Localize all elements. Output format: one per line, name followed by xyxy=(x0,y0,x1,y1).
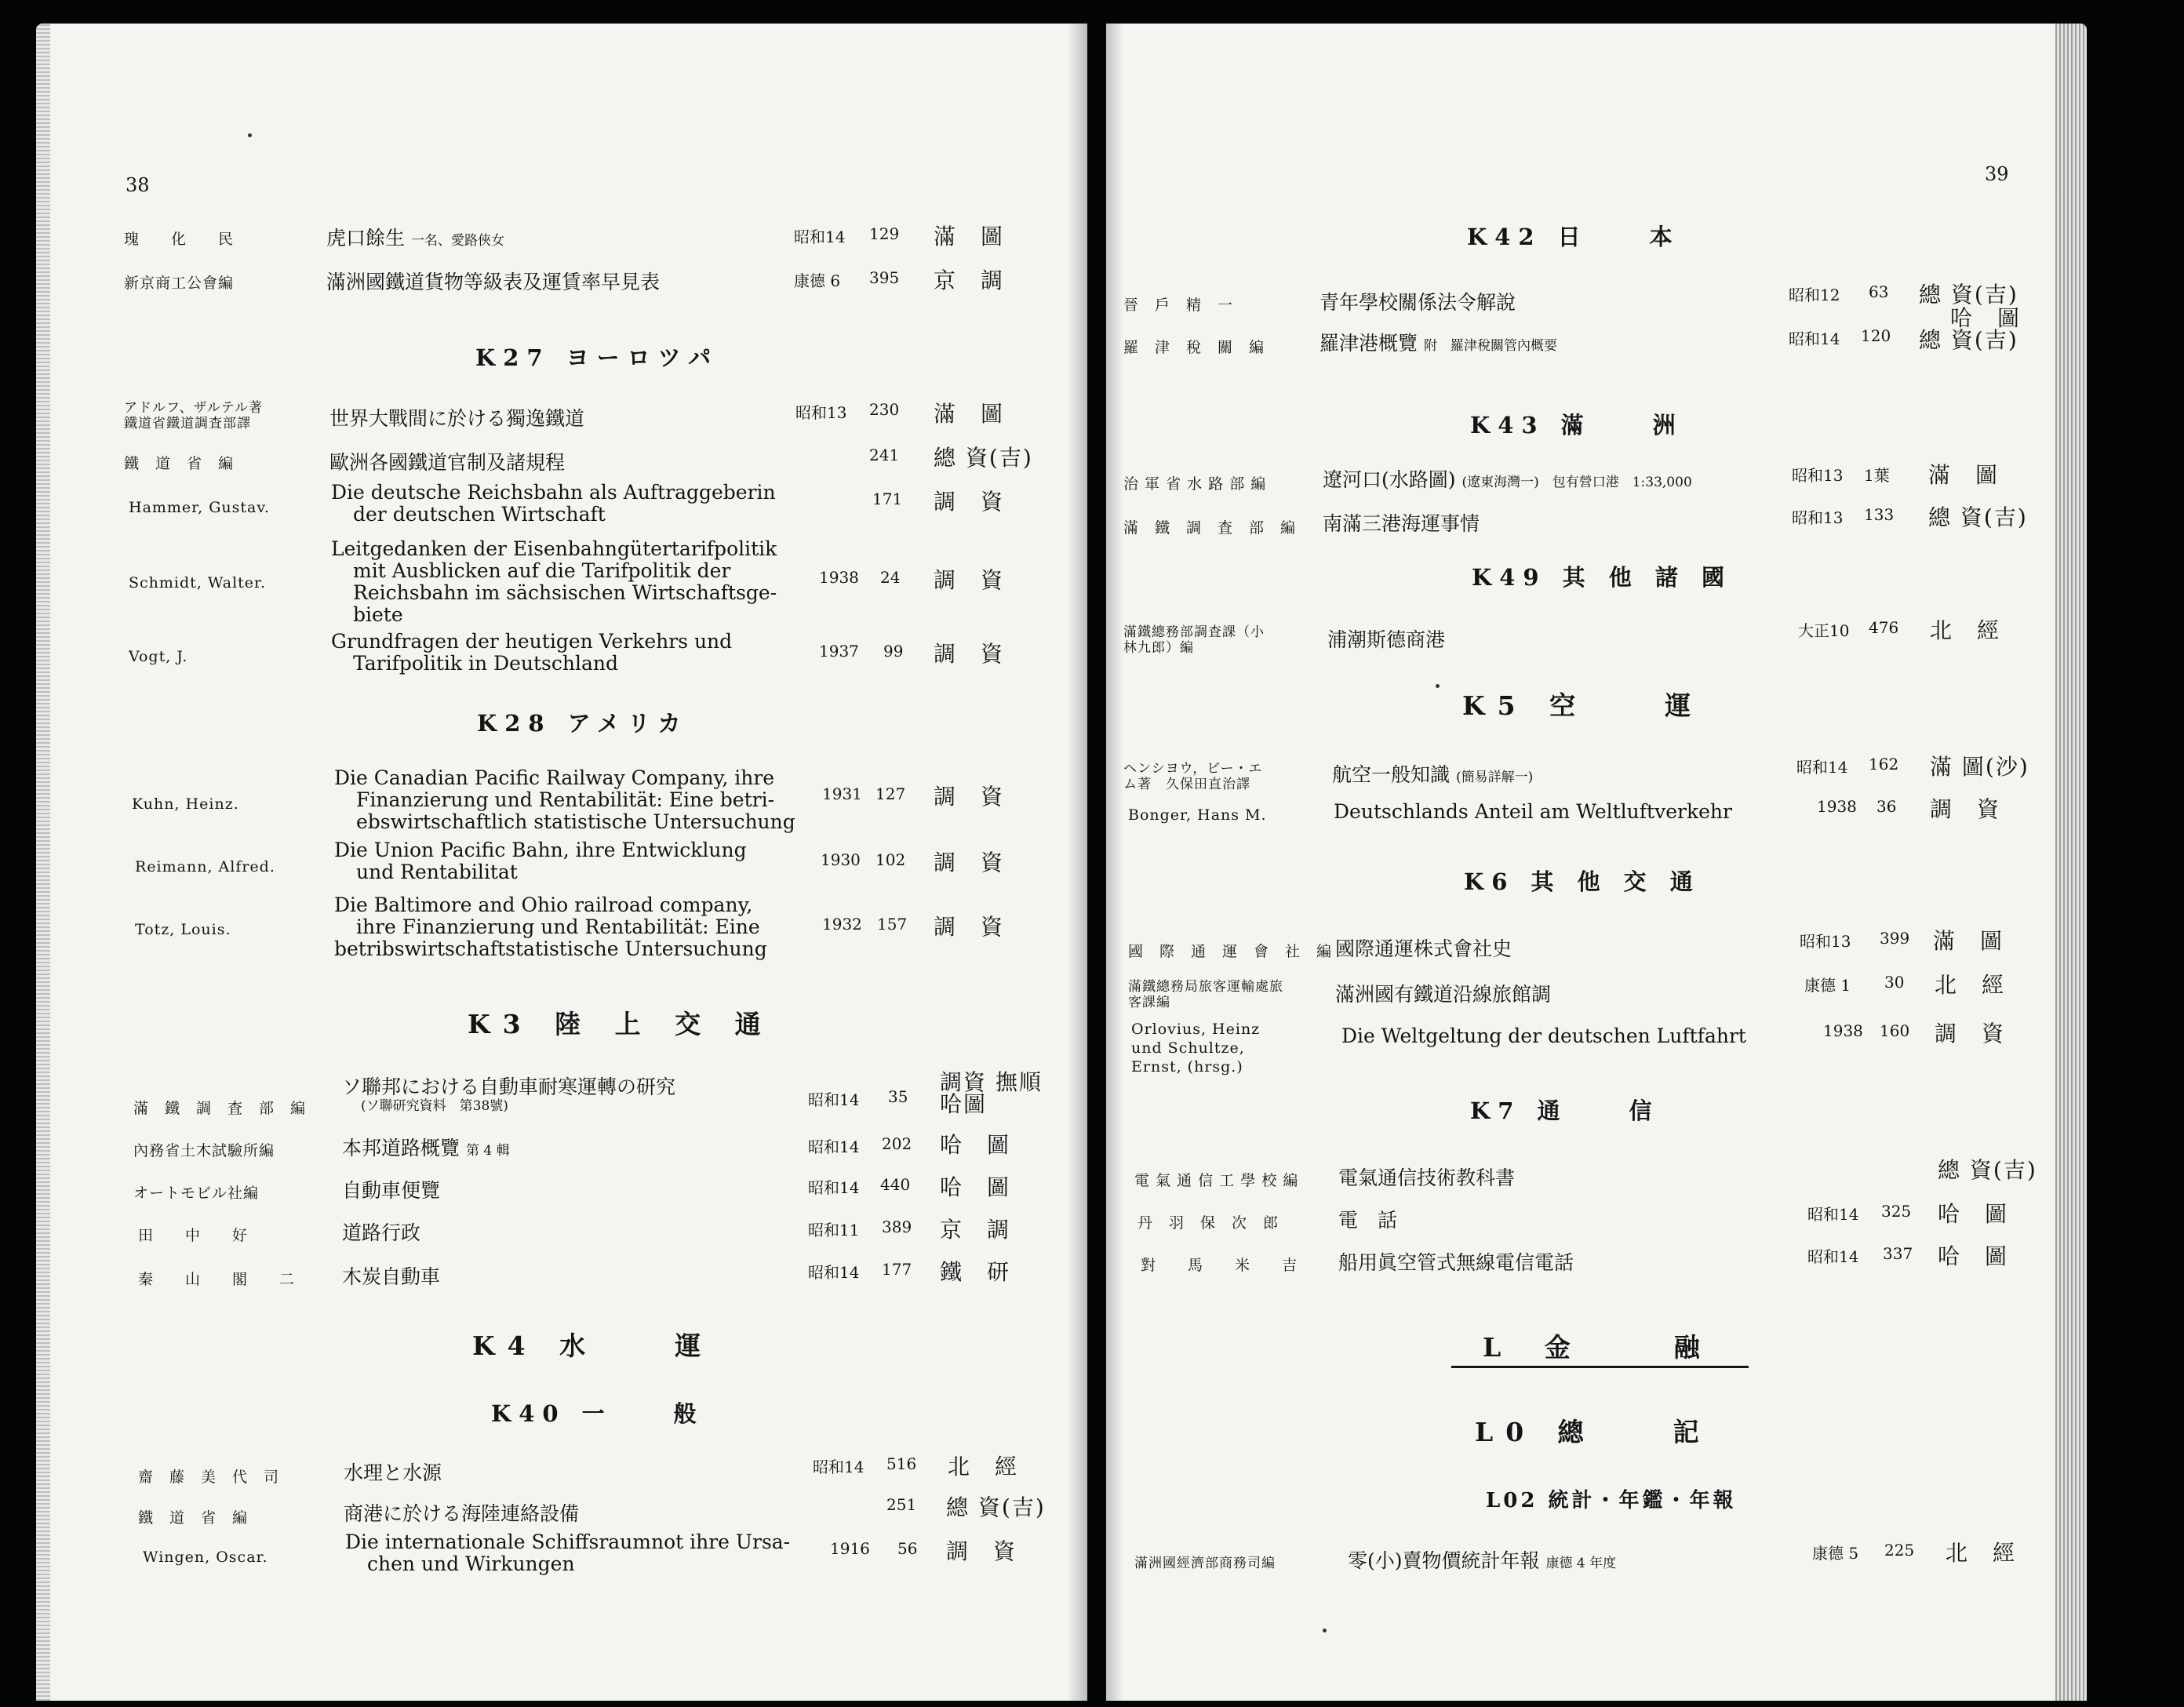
entry-author: Totz, Louis. xyxy=(135,921,231,938)
entry-author: Bonger, Hans M. xyxy=(1128,806,1267,824)
entry-pages: 157 xyxy=(877,915,908,934)
entry-year: 昭和13 xyxy=(795,403,847,422)
book-spine-shadow xyxy=(1106,24,1123,1701)
entry-year: 昭和14 xyxy=(808,1090,860,1109)
entry-location: 滿 圖(沙) xyxy=(1930,754,2029,780)
entry-pages: 440 xyxy=(880,1175,911,1194)
entry-title-line: ebswirtschaftlich statistische Untersuchung xyxy=(356,810,795,833)
entry-note: 第 4 輯 xyxy=(465,1143,510,1159)
entry-pages: 120 xyxy=(1861,326,1891,345)
entry-title: 航空一般知識 xyxy=(1332,763,1451,786)
section-heading: K43 滿 洲 xyxy=(1470,412,1684,439)
section-heading: K40 一 般 xyxy=(491,1400,704,1427)
entry-year: 康德 5 xyxy=(1812,1544,1859,1563)
entry-pages: 202 xyxy=(882,1134,912,1153)
entry-pages: 225 xyxy=(1884,1541,1915,1560)
entry-author: 晉 戶 精 一 xyxy=(1123,297,1234,314)
entry-location: 滿 圖 xyxy=(934,401,1005,427)
entry-title: 國際通運株式會社史 xyxy=(1335,937,1512,960)
left-page xyxy=(36,24,1087,1701)
entry-location: 哈 圖 xyxy=(1938,1243,2009,1269)
entry-author: Wingen, Oscar. xyxy=(143,1549,268,1566)
entry-location: 哈 圖 xyxy=(940,1174,1011,1200)
entry-year: 昭和14 xyxy=(794,227,846,246)
entry-pages: 102 xyxy=(875,850,906,869)
entry-location: 調 資 xyxy=(934,914,1005,940)
entry-location: 北 經 xyxy=(1946,1540,2017,1566)
entry-note: (簡易詳解一) xyxy=(1455,770,1534,785)
entry-year: 1930 xyxy=(821,850,861,869)
entry-location: 調 資 xyxy=(934,784,1005,810)
entry-pages: 251 xyxy=(886,1495,917,1514)
entry-note: 康德 4 年度 xyxy=(1545,1556,1617,1571)
entry-location: 總 資(吉) xyxy=(1928,504,2028,530)
entry-author: Vogt, J. xyxy=(129,648,188,665)
entry-location: 調 資 xyxy=(934,850,1005,875)
entry-title-line: Die deutsche Reichsbahn als Auftraggeberin xyxy=(331,481,776,504)
entry-year: 昭和14 xyxy=(808,1263,860,1282)
entry-pages: 99 xyxy=(883,642,904,661)
entry-pages: 129 xyxy=(869,224,900,243)
entry-author-3: Ernst, (hrsg.) xyxy=(1131,1058,1243,1076)
entry-pages: 177 xyxy=(882,1260,912,1279)
entry-author: 滿洲國經濟部商務司編 xyxy=(1134,1556,1276,1571)
entry-pages: 230 xyxy=(869,400,900,419)
entry-location: 哈 圖 xyxy=(1938,1201,2009,1227)
section-heading: K49 其 他 諸 國 xyxy=(1472,564,1732,591)
entry-title: 水理と水源 xyxy=(344,1461,442,1484)
book-spine-shadow xyxy=(1067,24,1087,1701)
entry-title: 木炭自動車 xyxy=(342,1265,441,1288)
entry-pages: 160 xyxy=(1880,1021,1910,1040)
entry-title: Die Weltgeltung der deutschen Luftfahrt xyxy=(1341,1025,1746,1047)
entry-pages: 171 xyxy=(872,490,903,508)
entry-title-line: Reichsbahn im sächsischen Wirtschaftsge- xyxy=(353,581,777,604)
entry-pages: 241 xyxy=(869,446,900,464)
page-edge xyxy=(36,24,50,1701)
entry-year: 昭和11 xyxy=(808,1221,860,1239)
entry-author: 國 際 通 運 會 社 編 xyxy=(1128,943,1333,960)
entry-author: 電 氣 通 信 工 學 校 編 xyxy=(1134,1172,1299,1189)
entry-title: 自動車便覽 xyxy=(342,1179,441,1202)
entry-author-2: 客課編 xyxy=(1128,995,1170,1010)
entry-pages: 337 xyxy=(1883,1244,1913,1263)
section-heading: K7 通 信 xyxy=(1470,1097,1660,1124)
entry-note: (ソ聯研究資料 第38號) xyxy=(361,1098,508,1114)
entry-title-line: Leitgedanken der Eisenbahngütertarifpolitik xyxy=(331,537,777,560)
entry-location: 滿 圖 xyxy=(1928,462,2000,488)
entry-author: 新京商工公會編 xyxy=(124,275,235,292)
entry-pages: 389 xyxy=(882,1217,912,1236)
entry-year: 昭和13 xyxy=(1792,508,1844,527)
entry-pages: 399 xyxy=(1880,929,1910,948)
entry-location: 總 資(吉) xyxy=(946,1494,1046,1520)
speck xyxy=(1436,684,1440,688)
section-heading: K5 空 運 xyxy=(1462,690,1704,721)
entry-author: 齋 藤 美 代 司 xyxy=(138,1469,280,1486)
entry-pages: 35 xyxy=(888,1087,908,1106)
section-heading: L0 總 記 xyxy=(1475,1417,1712,1447)
entry-title: 青年學校關係法令解說 xyxy=(1320,291,1516,314)
entry-author: 滿鐵總務部調査課（小 xyxy=(1123,624,1265,640)
entry-note: 附 羅津稅關管內概要 xyxy=(1423,338,1557,354)
entry-pages: 476 xyxy=(1869,618,1899,637)
entry-author: 內務省土木試驗所編 xyxy=(133,1142,275,1159)
major-heading xyxy=(1451,1327,1749,1364)
entry-title-line: mit Ausblicken auf die Tarifpolitik der xyxy=(353,559,731,582)
section-heading: K4 水 運 xyxy=(472,1330,714,1361)
entry-title-line: Die Baltimore and Ohio railroad company, xyxy=(334,894,753,916)
entry-pages: 36 xyxy=(1876,797,1897,816)
entry-year: 康德 1 xyxy=(1804,976,1851,995)
entry-location: 調資 撫順 xyxy=(940,1069,1043,1095)
entry-author: Orlovius, Heinz xyxy=(1131,1021,1261,1038)
entry-author: 滿 鐵 調 査 部 編 xyxy=(133,1100,307,1117)
entry-title: 羅津港概覽 xyxy=(1320,332,1418,355)
entry-pages: 24 xyxy=(880,568,901,587)
entry-title-line: Grundfragen der heutigen Verkehrs und xyxy=(331,630,733,653)
entry-author: 對 馬 米 吉 xyxy=(1141,1257,1298,1274)
entry-location-2: 哈圖 xyxy=(940,1091,988,1117)
entry-author-2: 林九郎）編 xyxy=(1123,640,1194,656)
entry-title: 滿洲國有鐵道沿線旅館調 xyxy=(1335,983,1552,1006)
entry-year: 昭和13 xyxy=(1800,932,1851,951)
entry-year: 康德 6 xyxy=(794,271,841,290)
entry-title-line: Die Union Pacific Bahn, ihre Entwicklung xyxy=(334,839,747,861)
entry-year: 1938 xyxy=(1817,797,1857,816)
entry-title-line: und Rentabilitat xyxy=(356,861,518,883)
entry-author: 治 軍 省 水 路 部 編 xyxy=(1123,475,1267,493)
entry-author: Kuhn, Heinz. xyxy=(132,795,239,813)
entry-year: 昭和14 xyxy=(808,1178,860,1197)
entry-title: 浦潮斯德商港 xyxy=(1327,628,1446,651)
entry-year: 昭和12 xyxy=(1789,286,1840,304)
entry-year: 昭和14 xyxy=(1796,758,1848,777)
entry-year: 1938 xyxy=(819,568,859,587)
heading-text: L 金 融 xyxy=(1451,1332,1749,1368)
entry-title: Deutschlands Anteil am Weltluftverkehr xyxy=(1334,800,1732,823)
entry-location-2: 總 資(吉) xyxy=(1919,327,2018,353)
entry-author: アドルフ、ザルテル著 xyxy=(124,400,263,416)
entry-location: 總 資(吉) xyxy=(934,445,1033,471)
entry-pages: 395 xyxy=(869,268,900,287)
entry-author: 田 中 好 xyxy=(138,1227,249,1244)
entry-title-line: Die Canadian Pacific Railway Company, ihre xyxy=(334,766,775,789)
entry-title: 電 話 xyxy=(1338,1209,1398,1232)
entry-location: 滿 圖 xyxy=(1933,928,2004,954)
section-heading: K3 陸 上 交 通 xyxy=(468,1009,774,1039)
entry-location: 調 資 xyxy=(934,641,1005,667)
page-number: 39 xyxy=(1985,163,2009,185)
entry-author-2: ム著 久保田直治譯 xyxy=(1123,777,1250,792)
section-heading: K6 其 他 交 通 xyxy=(1464,868,1701,895)
entry-title: 電氣通信技術教科書 xyxy=(1338,1167,1516,1189)
speck xyxy=(248,133,252,137)
entry-year: 1932 xyxy=(822,915,862,934)
page-edge xyxy=(2055,24,2087,1701)
entry-title-line: betribswirtschaftstatistische Untersuchung xyxy=(334,937,767,960)
entry-author: 鐵 道 省 編 xyxy=(138,1509,249,1527)
entry-author-2: und Schultze, xyxy=(1131,1039,1245,1057)
entry-location: 北 經 xyxy=(1935,972,2006,998)
page-number: 38 xyxy=(126,174,150,196)
entry-title: 歐洲各國鐵道官制及諸規程 xyxy=(329,451,566,474)
entry-pages: 56 xyxy=(897,1539,918,1558)
speck xyxy=(1323,1629,1327,1632)
entry-author: ヘンシヨウ，ビー・エ xyxy=(1123,761,1263,777)
entry-author: Hammer, Gustav. xyxy=(129,499,270,516)
entry-pages: 63 xyxy=(1869,282,1889,301)
entry-title: 道路行政 xyxy=(342,1221,421,1244)
entry-location: 調 資 xyxy=(946,1538,1017,1564)
entry-pages: 30 xyxy=(1884,973,1905,992)
entry-pages: 162 xyxy=(1869,755,1899,773)
entry-location: 調 資 xyxy=(934,489,1005,515)
entry-location: 北 經 xyxy=(948,1454,1019,1480)
entry-author: 滿 鐵 調 査 部 編 xyxy=(1123,519,1297,537)
entry-location: 總 資(吉) xyxy=(1919,282,2018,308)
entry-title-line: der deutschen Wirtschaft xyxy=(353,503,606,526)
entry-author: 滿鐵總務局旅客運輸處旅 xyxy=(1128,979,1283,995)
entry-title: 遼河口(水路圖) xyxy=(1323,468,1456,491)
entry-author: 鐵 道 省 編 xyxy=(124,455,235,472)
entry-location: 調 資 xyxy=(1930,796,2001,822)
section-heading: K42 日 本 xyxy=(1467,224,1680,250)
section-heading: K27 ヨーロツパ xyxy=(475,344,719,371)
entry-title-line: chen und Wirkungen xyxy=(367,1552,575,1575)
entry-author: Schmidt, Walter. xyxy=(129,574,267,591)
entry-title: 船用眞空管式無線電信電話 xyxy=(1338,1251,1574,1274)
entry-author: 瑰 化 民 xyxy=(124,231,235,248)
entry-title-line: Tarifpolitik in Deutschland xyxy=(353,652,618,675)
entry-year: 昭和14 xyxy=(1807,1205,1859,1224)
entry-year: 大正10 xyxy=(1798,621,1850,640)
entry-title-line: Die internationale Schiffsraumnot ihre Ursa- xyxy=(345,1530,791,1553)
entry-year: 1931 xyxy=(822,784,862,803)
entry-pages: 133 xyxy=(1864,505,1895,524)
entry-author: 羅 津 稅 關 編 xyxy=(1123,339,1265,356)
entry-title: ソ聯邦における自動車耐寒運轉の研究 xyxy=(342,1076,676,1098)
entry-year: 1937 xyxy=(819,642,859,661)
entry-location: 北 經 xyxy=(1930,617,2001,643)
entry-author: 秦 山 閣 二 xyxy=(138,1271,296,1288)
entry-title: 世界大戰間に於ける獨逸鐵道 xyxy=(329,407,585,430)
entry-year: 1916 xyxy=(830,1539,870,1558)
entry-location: 調 資 xyxy=(934,567,1005,593)
entry-location: 京 調 xyxy=(940,1217,1011,1243)
entry-author: Reimann, Alfred. xyxy=(135,858,275,875)
entry-pages: 1葉 xyxy=(1864,466,1890,485)
entry-year: 昭和14 xyxy=(808,1137,860,1156)
entry-title: 商港に於ける海陸連絡設備 xyxy=(344,1502,580,1525)
entry-year: 昭和14 xyxy=(813,1458,864,1476)
entry-note: (遼東海灣一) 包有營口港 1:33,000 xyxy=(1461,475,1692,490)
entry-author: オートモビル社編 xyxy=(133,1185,260,1202)
entry-year: 昭和13 xyxy=(1792,466,1844,485)
right-page xyxy=(1106,24,2087,1701)
entry-location: 調 資 xyxy=(1935,1021,2006,1046)
entry-location: 總 資(吉) xyxy=(1938,1157,2037,1183)
entry-pages: 127 xyxy=(875,784,906,803)
entry-title: 滿洲國鐵道貨物等級表及運賃率早見表 xyxy=(326,271,661,293)
entry-title-line: ihre Finanzierung und Rentabilität: Eine xyxy=(356,915,760,938)
entry-title: 零(小)賣物價統計年報 xyxy=(1348,1549,1540,1572)
entry-location: 鐵 研 xyxy=(940,1259,1011,1285)
entry-title: 虎口餘生 xyxy=(326,227,406,249)
entry-title: 南滿三港海運事情 xyxy=(1323,512,1480,535)
entry-author: 丹 羽 保 次 郎 xyxy=(1138,1214,1279,1232)
entry-location: 滿 圖 xyxy=(934,224,1005,249)
entry-location: 哈 圖 xyxy=(940,1132,1011,1158)
entry-pages: 516 xyxy=(886,1454,917,1473)
entry-year: 昭和14 xyxy=(1807,1247,1859,1266)
entry-year: 昭和14 xyxy=(1789,329,1840,348)
entry-pages: 325 xyxy=(1881,1202,1912,1221)
entry-year: 1938 xyxy=(1823,1021,1863,1040)
entry-location: 京 調 xyxy=(934,268,1005,293)
entry-note: 一名、愛路俠女 xyxy=(410,233,504,249)
entry-author-2: 鐵道省鐵道調査部譯 xyxy=(124,416,251,431)
entry-location: 哈 圖 xyxy=(1950,305,2022,331)
entry-title: 本邦道路概覽 xyxy=(342,1137,460,1159)
entry-title-line: Finanzierung und Rentabilität: Eine betri- xyxy=(356,788,775,811)
section-heading: L02 統計・年鑑・年報 xyxy=(1486,1489,1737,1512)
section-heading: K28 アメリカ xyxy=(477,710,689,737)
entry-title-line: biete xyxy=(353,603,403,626)
